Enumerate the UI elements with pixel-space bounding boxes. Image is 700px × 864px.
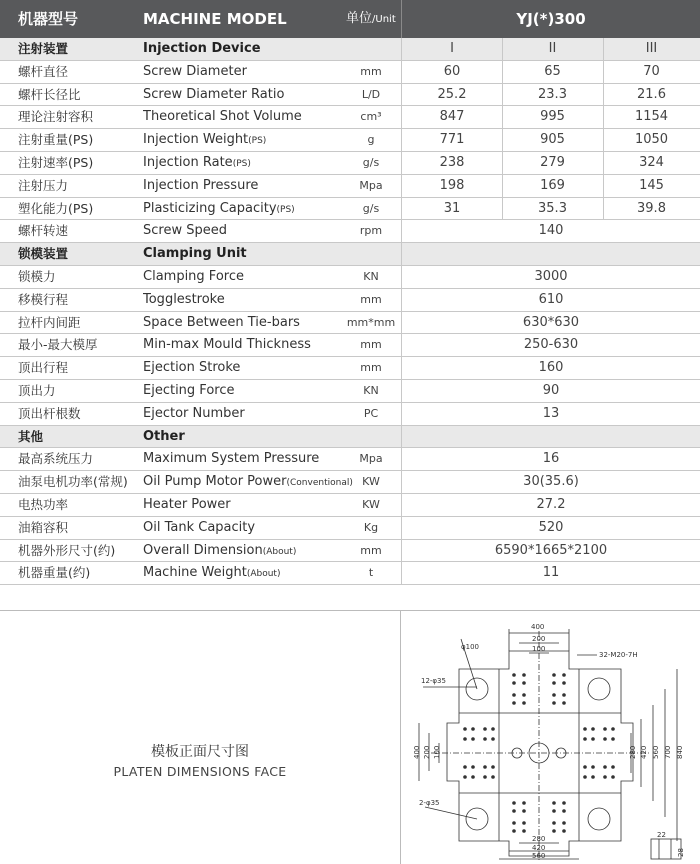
spec-value-3: 324 xyxy=(639,154,664,170)
spec-label-cn: 油泵电机功率(常规) xyxy=(18,474,128,490)
spec-value-1: 771 xyxy=(439,132,465,148)
label-m20: 32-M20-7H xyxy=(599,651,638,659)
column-divider xyxy=(502,38,503,61)
mounting-hole xyxy=(562,801,566,805)
mounting-hole xyxy=(512,829,516,833)
section-title-cn: 其他 xyxy=(18,428,44,444)
spec-table xyxy=(0,38,700,585)
spec-row-clamping-force xyxy=(0,266,700,289)
spec-value-1: 847 xyxy=(439,109,465,125)
spec-label-cn: 移模行程 xyxy=(18,291,69,307)
spec-label-cn: 螺杆直径 xyxy=(18,63,69,79)
header-unit xyxy=(346,0,396,38)
spec-label-en xyxy=(143,448,358,470)
mounting-hole xyxy=(552,829,556,833)
mounting-hole xyxy=(512,821,516,825)
spec-row-injection-rate xyxy=(0,152,700,175)
spec-row-togglestroke xyxy=(0,289,700,312)
dim-right-420: 420 xyxy=(640,745,648,759)
mounting-hole xyxy=(562,701,566,705)
mounting-hole xyxy=(471,765,475,769)
spec-value-2: 65 xyxy=(544,63,561,79)
spec-unit: Mpa xyxy=(359,452,383,466)
spec-label-cn: 顶出行程 xyxy=(18,360,69,376)
mounting-hole xyxy=(491,765,495,769)
spec-label-en-text: Clamping Force xyxy=(143,268,244,284)
column-divider xyxy=(401,243,402,266)
mounting-hole xyxy=(562,693,566,697)
mounting-hole xyxy=(552,701,556,705)
mounting-hole xyxy=(611,737,615,741)
spec-label-en-text: Heater Power xyxy=(143,496,231,512)
mounting-hole xyxy=(483,737,487,741)
spec-label-cn: 机器重量(约) xyxy=(18,565,91,581)
spec-value-2: 35.3 xyxy=(538,200,567,216)
section-title-en: Other xyxy=(143,428,185,444)
spec-value: 27.2 xyxy=(536,496,566,512)
spec-value-2: 23.3 xyxy=(538,86,567,102)
dim-top-200: 200 xyxy=(532,635,546,643)
column-divider xyxy=(502,152,503,175)
spec-row-theoretical-shot-volume xyxy=(0,106,700,129)
mounting-hole xyxy=(463,737,467,741)
spec-label-en xyxy=(143,312,358,334)
header-model-cn: 机器型号 xyxy=(18,10,79,28)
dim-bot-280: 280 xyxy=(532,835,546,843)
column-divider xyxy=(502,106,503,129)
mounting-hole xyxy=(583,775,587,779)
mounting-hole xyxy=(471,727,475,731)
spec-label-en xyxy=(143,129,358,151)
spec-label-cn: 注射压力 xyxy=(18,177,69,193)
section-title-cn: 注射装置 xyxy=(18,41,69,56)
spec-row-oil-pump-motor-power xyxy=(0,471,700,494)
spec-value: 3000 xyxy=(534,268,568,284)
mounting-hole xyxy=(483,727,487,731)
spec-label-cn: 油箱容积 xyxy=(18,519,69,535)
column-header-3: III xyxy=(645,41,658,56)
spec-unit: KN xyxy=(363,383,379,397)
mounting-hole xyxy=(512,801,516,805)
dim-left-200: 200 xyxy=(423,745,431,759)
mounting-hole xyxy=(611,727,615,731)
spec-value-3: 1154 xyxy=(634,109,669,125)
spec-label-en-text: Screw Diameter xyxy=(143,63,247,79)
spec-label-en-text: Min-max Mould Thickness xyxy=(143,337,311,353)
spec-unit: mm xyxy=(360,64,382,78)
column-divider xyxy=(603,129,604,152)
dim-right-280: 280 xyxy=(629,745,637,759)
column-divider xyxy=(401,426,402,449)
spec-label-en-text: Injection Rate xyxy=(143,154,233,170)
spec-label-en-text: Ejection Stroke xyxy=(143,360,241,376)
section-row-clamping-unit xyxy=(0,243,700,266)
column-divider xyxy=(603,152,604,175)
spec-label-cn: 螺杆长径比 xyxy=(18,86,81,102)
spec-label-en-text: Oil Pump Motor Power xyxy=(143,474,287,490)
spec-label-en-text: Machine Weight xyxy=(143,565,247,581)
mounting-hole xyxy=(512,693,516,697)
spec-row-injection-weight xyxy=(0,129,700,152)
mounting-hole xyxy=(522,829,526,833)
mounting-hole xyxy=(552,821,556,825)
spec-unit: mm*mm xyxy=(346,315,396,329)
mounting-hole xyxy=(522,821,526,825)
mounting-hole xyxy=(471,775,475,779)
spec-row-overall-dimension xyxy=(0,540,700,563)
spec-label-en-text: Maximum System Pressure xyxy=(143,451,320,467)
spec-label-en-text: Space Between Tie-bars xyxy=(143,314,300,330)
spec-value: 140 xyxy=(538,223,564,239)
spec-value-1: 31 xyxy=(443,200,461,216)
column-divider xyxy=(502,84,503,107)
spec-row-space-between-tie-bars xyxy=(0,312,700,335)
spec-unit: mm xyxy=(360,292,382,306)
dim-bot-28: 28 xyxy=(677,848,685,857)
label-2-phi35: 2-φ35 xyxy=(419,799,440,807)
mounting-hole xyxy=(562,681,566,685)
spec-label-en xyxy=(143,562,358,584)
spec-unit: rpm xyxy=(359,224,383,238)
spec-label-en xyxy=(143,106,358,128)
spec-value-1: 198 xyxy=(439,177,465,193)
spec-label-en-text: Plasticizing Capacity xyxy=(143,200,277,216)
spec-label-en xyxy=(143,517,358,539)
spec-unit: t xyxy=(368,566,374,580)
spec-label-cn: 注射重量(PS) xyxy=(18,132,94,148)
spec-label-en-text: Injection Pressure xyxy=(143,177,259,193)
spec-row-min-max-mould-thickness xyxy=(0,334,700,357)
mounting-hole xyxy=(483,765,487,769)
mounting-hole xyxy=(562,673,566,677)
spec-value: 610 xyxy=(538,291,564,307)
spec-value: 13 xyxy=(542,405,560,421)
spec-unit: g xyxy=(367,133,375,147)
label-phi100: φ100 xyxy=(461,643,479,651)
spec-value: 30(35.6) xyxy=(523,474,579,490)
column-divider xyxy=(603,198,604,221)
mounting-hole xyxy=(583,737,587,741)
spec-value: 160 xyxy=(538,360,564,376)
spec-value: 6590*1665*2100 xyxy=(494,542,608,558)
column-divider xyxy=(502,61,503,84)
mounting-hole xyxy=(522,801,526,805)
mounting-hole xyxy=(522,809,526,813)
header-unit-en: /Unit xyxy=(372,14,396,25)
spec-label-en xyxy=(143,175,358,197)
column-divider xyxy=(603,84,604,107)
mounting-hole xyxy=(522,693,526,697)
spec-row-oil-tank-capacity xyxy=(0,517,700,540)
mounting-hole xyxy=(603,765,607,769)
mounting-hole xyxy=(512,701,516,705)
spec-value-2: 169 xyxy=(540,177,565,193)
spec-value-3: 1050 xyxy=(634,132,669,148)
mounting-hole xyxy=(552,809,556,813)
platen-drawing xyxy=(401,611,700,864)
mounting-hole xyxy=(562,809,566,813)
mounting-hole xyxy=(512,681,516,685)
section-row-injection-device xyxy=(0,38,700,61)
spec-row-machine-weight xyxy=(0,562,700,585)
mounting-hole xyxy=(512,673,516,677)
mounting-hole xyxy=(591,765,595,769)
mounting-hole xyxy=(522,681,526,685)
dim-bot-420: 420 xyxy=(532,844,546,852)
spec-unit: Kg xyxy=(363,520,379,534)
mounting-hole xyxy=(463,765,467,769)
spec-unit: g/s xyxy=(362,201,380,215)
mounting-hole xyxy=(603,775,607,779)
spec-value: 90 xyxy=(542,382,560,398)
dim-right-560: 560 xyxy=(652,745,660,759)
spec-row-ejector-number xyxy=(0,403,700,426)
spec-label-en-text: Ejecting Force xyxy=(143,382,235,398)
spec-label-cn: 塑化能力(PS) xyxy=(18,200,94,216)
spec-unit: PC xyxy=(363,406,379,420)
spec-label-en xyxy=(143,357,358,379)
spec-label-en-sub: (About) xyxy=(246,569,281,580)
mounting-hole xyxy=(552,693,556,697)
spec-label-cn: 顶出力 xyxy=(18,382,56,398)
spec-row-heater-power xyxy=(0,494,700,517)
column-header-1: I xyxy=(450,41,454,56)
mounting-hole xyxy=(463,775,467,779)
spec-label-en xyxy=(143,494,358,516)
spec-value-2: 995 xyxy=(540,109,565,125)
section-row-other xyxy=(0,426,700,449)
mounting-hole xyxy=(512,809,516,813)
spec-label-en-sub: (About) xyxy=(262,546,297,557)
spec-value-3: 70 xyxy=(643,63,660,79)
mounting-hole xyxy=(583,727,587,731)
mounting-hole xyxy=(591,775,595,779)
mounting-hole xyxy=(552,673,556,677)
spec-label-cn: 机器外形尺寸(约) xyxy=(18,542,116,558)
spec-label-en xyxy=(143,380,358,402)
spec-unit: KW xyxy=(362,497,380,511)
section-title-en: Injection Device xyxy=(143,41,261,56)
spec-label-en xyxy=(143,334,358,356)
spec-unit: mm xyxy=(360,338,382,352)
dim-bot-560: 560 xyxy=(532,852,546,860)
header-model-name: YJ(*)300 xyxy=(516,10,586,28)
mounting-hole xyxy=(552,801,556,805)
spec-row-injection-pressure xyxy=(0,175,700,198)
spec-label-cn: 顶出杆根数 xyxy=(18,405,81,421)
spec-label-en-text: Oil Tank Capacity xyxy=(143,519,256,535)
column-divider xyxy=(502,129,503,152)
dim-right-700: 700 xyxy=(664,745,672,759)
spec-value-3: 39.8 xyxy=(637,200,666,216)
spec-label-cn: 最小-最大模厚 xyxy=(18,337,98,353)
mounting-hole xyxy=(611,775,615,779)
mounting-hole xyxy=(603,737,607,741)
spec-label-en-sub: (PS) xyxy=(248,136,267,147)
spec-label-en-text: Screw Speed xyxy=(143,223,227,239)
spec-value-3: 145 xyxy=(639,177,664,193)
dim-left-100: 100 xyxy=(433,745,441,759)
spec-label-cn: 拉杆内间距 xyxy=(18,314,81,330)
dim-right-840: 840 xyxy=(676,745,684,759)
spec-label-cn: 注射速率(PS) xyxy=(18,154,94,170)
mounting-hole xyxy=(562,821,566,825)
spec-unit: KN xyxy=(363,269,379,283)
spec-label-en-text: Ejector Number xyxy=(143,405,245,421)
spec-row-maximum-system-pressure xyxy=(0,448,700,471)
spec-row-screw-diameter xyxy=(0,61,700,84)
spec-label-en xyxy=(143,152,358,174)
dim-bot-22: 22 xyxy=(657,831,666,839)
platen-section xyxy=(0,610,700,864)
dim-top-100: 100 xyxy=(532,645,546,653)
spec-row-screw-diameter-ratio xyxy=(0,84,700,107)
header-model-en: MACHINE MODEL xyxy=(143,10,287,28)
spec-value: 630*630 xyxy=(522,314,580,330)
spec-value: 520 xyxy=(538,519,564,535)
spec-label-en xyxy=(143,198,358,220)
spec-value-1: 238 xyxy=(439,154,465,170)
column-divider xyxy=(603,175,604,198)
dim-top-400: 400 xyxy=(531,623,545,631)
spec-value-1: 60 xyxy=(443,63,461,79)
label-12-phi35: 12-φ35 xyxy=(421,677,446,685)
spec-label-en-sub: (Conventional) xyxy=(286,478,353,489)
mounting-hole xyxy=(491,775,495,779)
spec-label-en-text: Screw Diameter Ratio xyxy=(143,86,285,102)
spec-label-cn: 螺杆转速 xyxy=(18,223,69,239)
spec-label-en xyxy=(143,84,358,106)
mounting-hole xyxy=(552,681,556,685)
spec-value-1: 25.2 xyxy=(437,86,467,102)
column-divider xyxy=(502,198,503,221)
spec-label-en xyxy=(143,540,358,562)
dim-left-400: 400 xyxy=(413,745,421,759)
mounting-hole xyxy=(463,727,467,731)
section-title-en: Clamping Unit xyxy=(143,246,247,262)
section-title-cn: 锁模装置 xyxy=(18,246,69,262)
mounting-hole xyxy=(491,727,495,731)
mounting-hole xyxy=(562,829,566,833)
column-divider xyxy=(603,61,604,84)
mounting-hole xyxy=(591,737,595,741)
spec-label-en-text: Overall Dimension xyxy=(143,542,263,558)
spec-label-cn: 最高系统压力 xyxy=(18,451,94,467)
spec-unit: KW xyxy=(362,475,380,489)
table-header xyxy=(0,0,700,38)
spec-row-plasticizing-capacity xyxy=(0,198,700,221)
mounting-hole xyxy=(522,673,526,677)
spec-label-en xyxy=(143,289,358,311)
spec-value-3: 21.6 xyxy=(637,86,666,102)
spec-value-2: 279 xyxy=(540,154,565,170)
spec-unit: mm xyxy=(360,361,382,375)
spec-row-ejecting-force xyxy=(0,380,700,403)
spec-value: 11 xyxy=(542,565,560,581)
spec-value: 16 xyxy=(542,451,560,467)
spec-unit: L/D xyxy=(361,87,381,101)
spec-label-en xyxy=(143,220,358,242)
spec-label-en-text: Togglestroke xyxy=(143,291,225,307)
spec-label-cn: 电热功率 xyxy=(18,496,69,512)
spec-row-ejection-stroke xyxy=(0,357,700,380)
mounting-hole xyxy=(471,737,475,741)
mounting-hole xyxy=(603,727,607,731)
spec-row-screw-speed xyxy=(0,220,700,243)
mounting-hole xyxy=(583,765,587,769)
spec-label-en-sub: (PS) xyxy=(276,204,295,215)
spec-unit: g/s xyxy=(362,155,380,169)
platen-title-en: PLATEN DIMENSIONS FACE xyxy=(113,764,287,779)
spec-label-en xyxy=(143,403,358,425)
mounting-hole xyxy=(491,737,495,741)
column-divider xyxy=(603,106,604,129)
mounting-hole xyxy=(522,701,526,705)
spec-label-en xyxy=(143,266,358,288)
spec-label-en-text: Theoretical Shot Volume xyxy=(143,109,302,125)
platen-title-cn: 模板正面尺寸图 xyxy=(151,744,249,760)
spec-unit: Mpa xyxy=(359,178,383,192)
spec-unit: mm xyxy=(360,543,382,557)
spec-label-en-sub: (PS) xyxy=(232,158,251,169)
mounting-hole xyxy=(483,775,487,779)
spec-label-cn: 理论注射容积 xyxy=(18,109,94,125)
column-header-2: II xyxy=(548,41,557,56)
mounting-hole xyxy=(611,765,615,769)
column-divider xyxy=(502,175,503,198)
spec-value-2: 905 xyxy=(540,132,565,148)
column-divider xyxy=(603,38,604,61)
spec-label-en-text: Injection Weight xyxy=(143,132,249,148)
spec-label-cn: 锁模力 xyxy=(18,268,56,284)
spec-label-en xyxy=(143,471,358,493)
spec-value: 250-630 xyxy=(523,337,579,353)
spec-unit: cm³ xyxy=(360,110,382,124)
header-unit-cn: 单位 xyxy=(346,11,373,26)
mounting-hole xyxy=(591,727,595,731)
spec-label-en xyxy=(143,61,358,83)
